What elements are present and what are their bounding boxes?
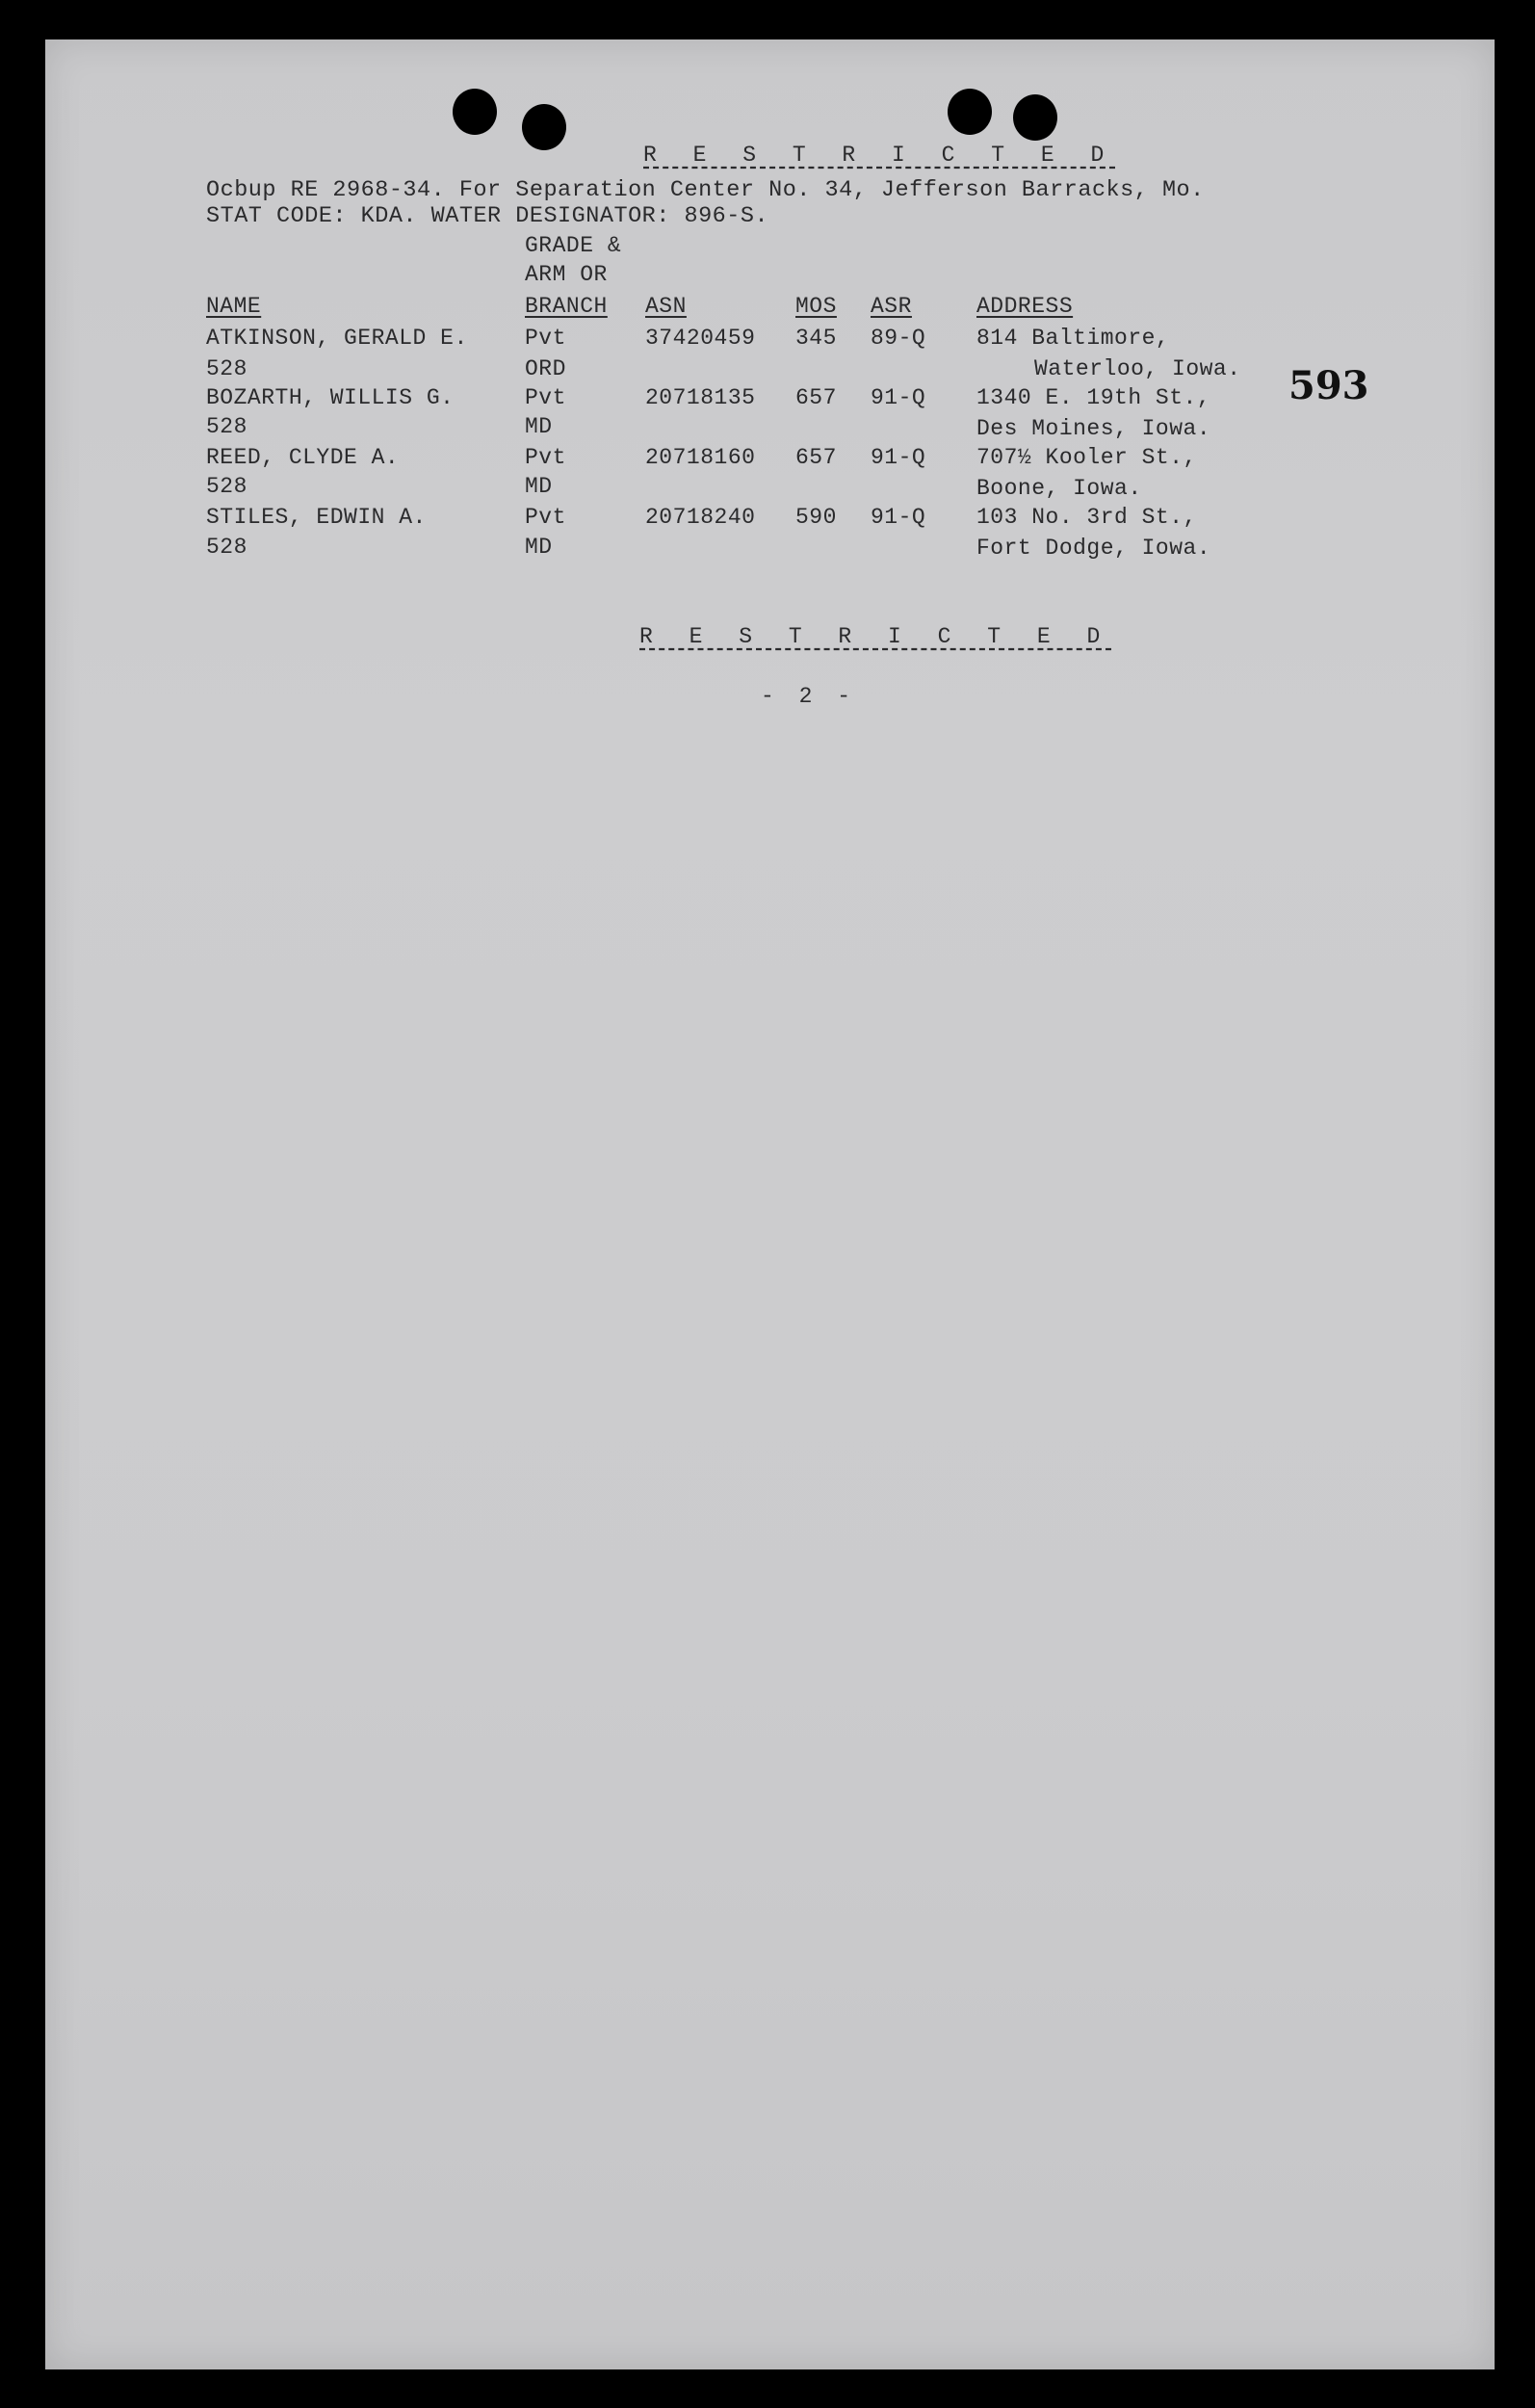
table-row-asn: 37420459 (645, 326, 756, 351)
table-row-address1: 103 No. 3rd St., (976, 505, 1197, 530)
table-row-asr: 89-Q (871, 326, 926, 351)
stat-code-line: STAT CODE: KDA. WATER DESIGNATOR: 896-S. (206, 203, 769, 229)
header-grade-line1: GRADE & (525, 233, 622, 258)
page-stamp-number: 593 (1288, 363, 1369, 408)
table-row-grade: Pvt (525, 445, 566, 470)
table-row-branch: ORD (525, 356, 566, 381)
table-row-grade: Pvt (525, 385, 566, 410)
table-row-mos: 657 (795, 385, 837, 410)
header-address: ADDRESS (976, 294, 1074, 319)
table-row-code: 528 (206, 414, 247, 439)
header-asr: ASR (871, 294, 912, 319)
table-row-address1: 814 Baltimore, (976, 326, 1170, 351)
table-row-address1: 707½ Kooler St., (976, 445, 1197, 470)
header-name: NAME (206, 294, 262, 319)
table-row-asn: 20718135 (645, 385, 756, 410)
table-row-asn: 20718240 (645, 505, 756, 530)
table-row-name: REED, CLYDE A. (206, 445, 400, 470)
table-row-grade: Pvt (525, 326, 566, 351)
header-asn: ASN (645, 294, 687, 319)
table-row-grade: Pvt (525, 505, 566, 530)
table-row-code: 528 (206, 356, 247, 381)
table-row-mos: 590 (795, 505, 837, 530)
punch-hole-left-1 (453, 89, 497, 135)
header-grade-line3: BRANCH (525, 294, 608, 319)
table-row-asr: 91-Q (871, 385, 926, 410)
table-row-name: ATKINSON, GERALD E. (206, 326, 468, 351)
header-restricted: R E S T R I C T E D (643, 143, 1116, 168)
table-row-asr: 91-Q (871, 445, 926, 470)
punch-hole-right-2 (1013, 94, 1057, 141)
punch-hole-right-1 (948, 89, 992, 135)
table-row-address2: Waterloo, Iowa. (1034, 356, 1241, 381)
table-row-branch: MD (525, 414, 553, 439)
table-row-address1: 1340 E. 19th St., (976, 385, 1211, 410)
header-grade-line2: ARM OR (525, 262, 608, 287)
table-row-address2: Boone, Iowa. (976, 476, 1142, 501)
footer-restricted: R E S T R I C T E D (639, 624, 1112, 649)
table-row-code: 528 (206, 474, 247, 499)
table-row-asr: 91-Q (871, 505, 926, 530)
table-row-mos: 657 (795, 445, 837, 470)
table-row-asn: 20718160 (645, 445, 756, 470)
table-row-address2: Fort Dodge, Iowa. (976, 536, 1211, 561)
table-row-name: BOZARTH, WILLIS G. (206, 385, 455, 410)
table-row-branch: MD (525, 535, 553, 560)
table-row-mos: 345 (795, 326, 837, 351)
table-row-code: 528 (206, 535, 247, 560)
table-row-name: STILES, EDWIN A. (206, 505, 427, 530)
table-row-branch: MD (525, 474, 553, 499)
punch-hole-left-2 (522, 104, 566, 150)
page-number: - 2 - (761, 684, 857, 709)
table-row-address2: Des Moines, Iowa. (976, 416, 1211, 441)
header-mos: MOS (795, 294, 837, 319)
order-line: Ocbup RE 2968-34. For Separation Center No. 34, Jefferson Barracks, Mo. (206, 177, 1205, 203)
